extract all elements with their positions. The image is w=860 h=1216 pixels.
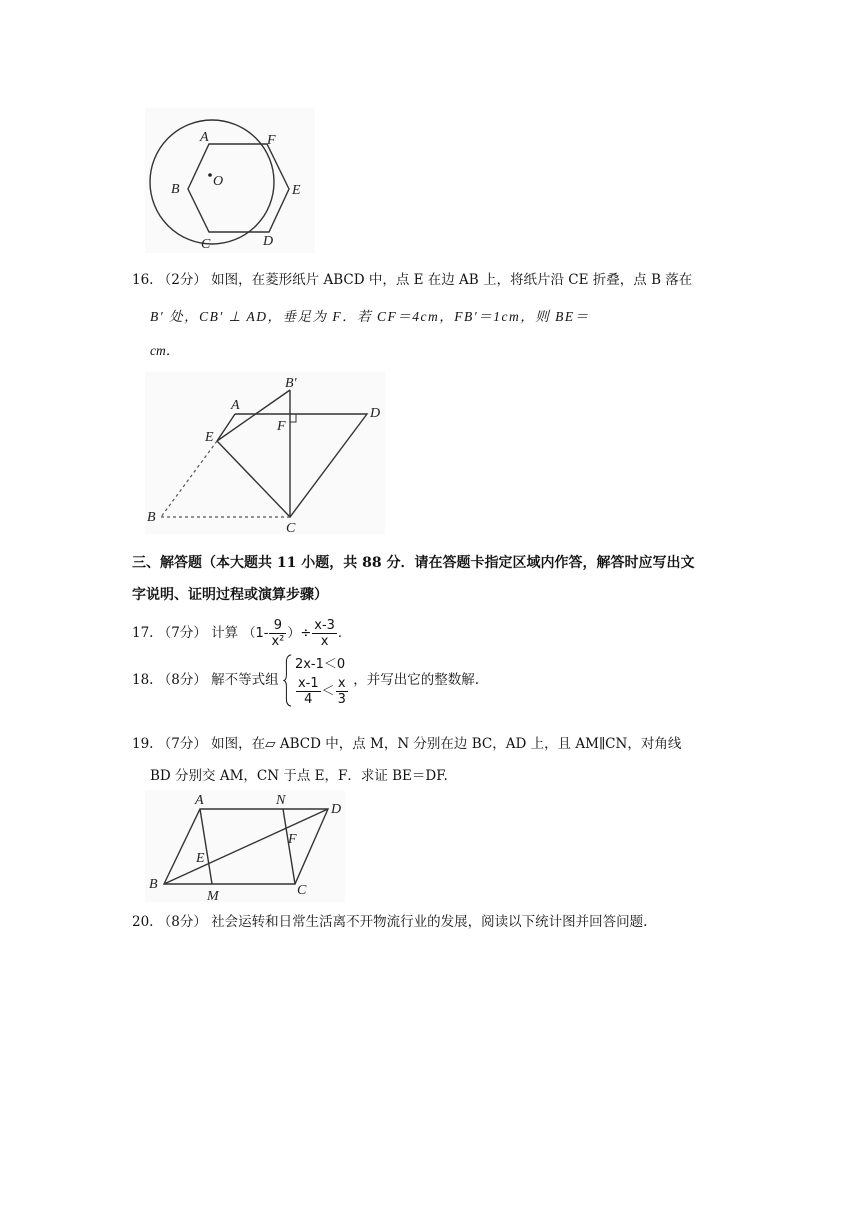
q17-frac1-den: x² [271, 634, 285, 649]
question-16-line1 [132, 270, 692, 290]
figure-parallelogram [145, 790, 345, 902]
q18-frac1-num: x-1 [297, 676, 319, 691]
question-19-line1 [132, 734, 681, 754]
label-E: E [196, 851, 205, 866]
q20-text: 社会运转和日常生活离不开物流行业的发展，阅读以下统计图并回答问题. [211, 914, 648, 930]
q17-close: ）÷ [287, 626, 312, 641]
q17-open: （1- [242, 626, 269, 641]
brace-icon [283, 654, 293, 707]
label-C: C [297, 883, 307, 898]
q17-expression [242, 618, 343, 649]
label-B: B [147, 510, 156, 525]
label-A: A [200, 130, 209, 145]
label-E: E [205, 430, 214, 445]
label-C: C [286, 521, 296, 534]
q17-frac1-num: 9 [269, 618, 286, 634]
q16-number: 16. [132, 272, 154, 288]
q19-text-line2: BD 分别交 AM，CN 于点 E，F．求证 BE＝DF. [150, 768, 448, 784]
parallelogram-svg [145, 790, 345, 902]
question-20 [132, 912, 647, 932]
q16-text-line1: 如图，在菱形纸片 ABCD 中，点 E 在边 AB 上，将纸片沿 CE 折叠，点 B 落在 [211, 272, 693, 288]
label-M: M [207, 889, 219, 902]
label-B: B [171, 182, 180, 197]
folded-rhombus-svg [145, 372, 385, 534]
label-O: O [213, 174, 224, 189]
q17-end: . [337, 626, 343, 641]
q19-score: （7分） [157, 736, 207, 752]
q20-number: 20. [132, 914, 154, 930]
question-18 [132, 654, 479, 707]
label-D: D [370, 406, 381, 421]
q18-frac2-den: 3 [337, 692, 346, 707]
label-F: F [288, 832, 297, 847]
figure-folded-rhombus [145, 372, 385, 534]
label-D: D [263, 234, 274, 249]
label-E: E [292, 183, 301, 198]
q18-score: （8分） [157, 672, 207, 688]
q17-frac1 [269, 618, 286, 649]
label-F: F [277, 419, 286, 434]
q18-row1: 2x-1＜0 [294, 657, 346, 672]
label-N: N [276, 793, 286, 808]
q18-frac2-num: x [336, 676, 348, 692]
label-A: A [231, 398, 240, 413]
label-C: C [201, 237, 211, 252]
circle-hexagon-svg [145, 108, 315, 253]
q18-frac1-den: 4 [304, 692, 313, 707]
q20-score: （8分） [157, 914, 207, 930]
section-3-heading-line2: 字说明、证明过程或演算步骤） [132, 587, 328, 603]
q18-op: ＜ [321, 684, 335, 699]
q18-text: 解不等式组 [211, 672, 279, 688]
figure-circle-hexagon [145, 108, 315, 253]
q17-frac2-num: x-3 [314, 618, 335, 633]
question-17 [132, 618, 342, 649]
label-F: F [267, 133, 276, 148]
q17-frac2 [312, 618, 337, 649]
q19-number: 19. [132, 736, 154, 752]
q18-after: ，并写出它的整数解. [353, 672, 480, 688]
label-B: B [149, 877, 158, 892]
q16-text-line3: cm． [150, 343, 180, 358]
q18-number: 18. [132, 672, 154, 688]
q18-inequality-system [283, 654, 349, 707]
q17-score: （7分） [157, 625, 207, 641]
q18-row2 [295, 676, 349, 707]
q17-text: 计算 [211, 625, 239, 641]
q17-frac2-den: x [320, 634, 329, 649]
q16-text-line2: B′ 处，CB′ ⊥ AD，垂足为 F．若 CF＝4cm，FB′＝1cm，则 BE＝ [150, 309, 590, 324]
q19-text-line1: 如图，在▱ ABCD 中，点 M，N 分别在边 BC，AD 上，且 AM∥CN，对角线 [211, 736, 682, 752]
q17-number: 17. [132, 625, 154, 641]
label-A: A [195, 793, 204, 808]
label-B-prime: B′ [285, 376, 297, 391]
label-D: D [331, 802, 342, 817]
q16-score: （2分） [157, 272, 207, 288]
section-3-heading-line1: 三、解答题（本大题共 11 小题，共 88 分．请在答题卡指定区域内作答，解答时应写出文 [132, 555, 695, 571]
